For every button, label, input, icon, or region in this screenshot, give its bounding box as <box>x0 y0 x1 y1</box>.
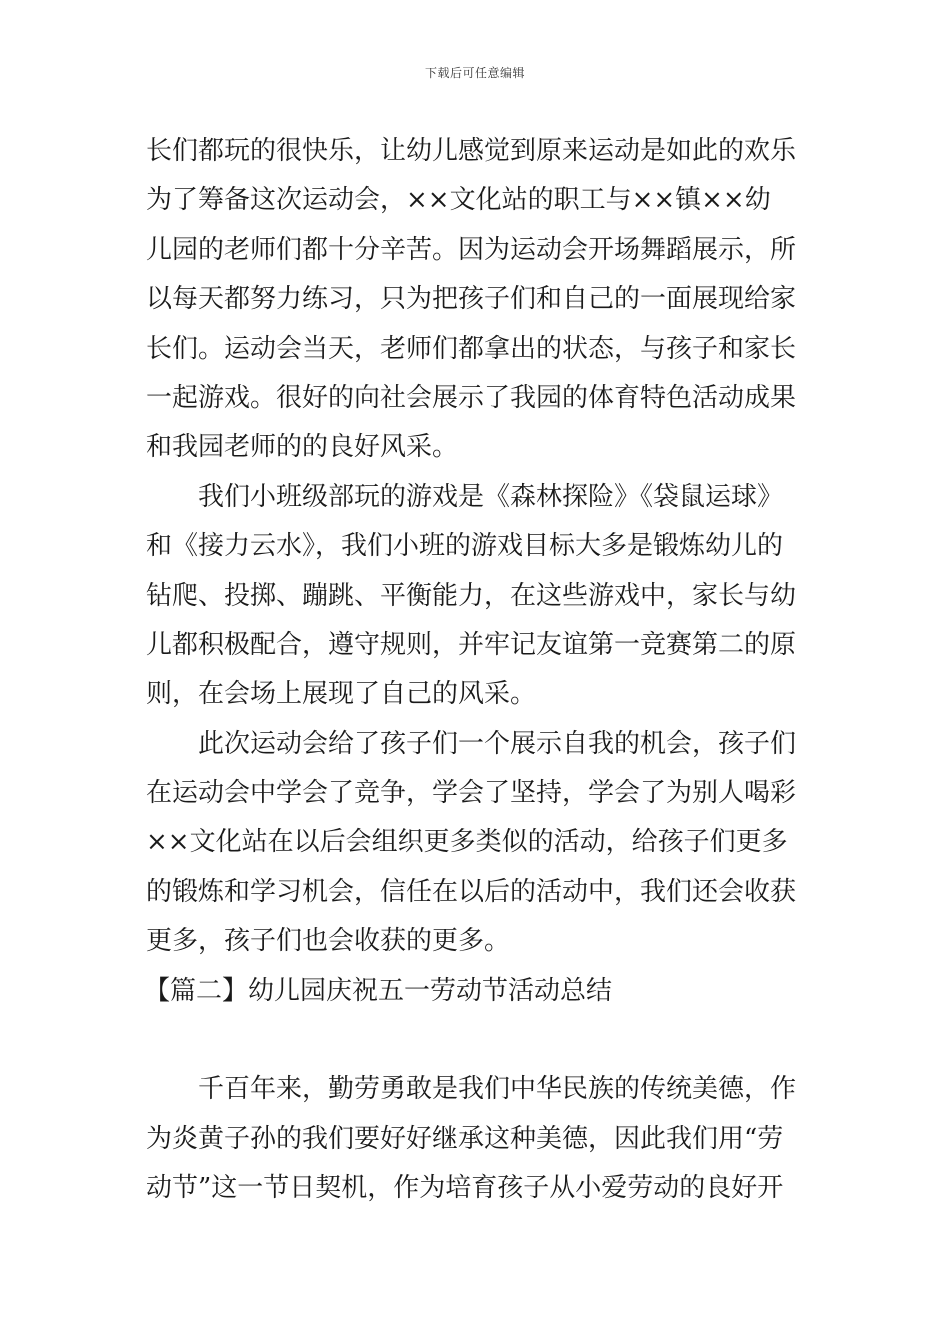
text-line: 和《接力云水》，我们小班的游戏目标大多是锻炼幼儿的 <box>146 531 784 562</box>
text-line: 我们小班级部玩的游戏是《森林探险》《袋鼠运球》 <box>198 481 784 512</box>
text-line: 儿园的老师们都十分辛苦。因为运动会开场舞蹈展示，所 <box>146 234 797 265</box>
text-line: 为了筹备这次运动会，××文化站的职工与××镇××幼 <box>146 185 771 216</box>
text-line: 则，在会场上展现了自己的风采。 <box>146 679 537 710</box>
blank-line <box>146 1016 806 1065</box>
paragraph-3 <box>146 720 806 967</box>
text-line: 一起游戏。很好的向社会展示了我园的体育特色活动成果 <box>146 382 797 413</box>
text-line: 此次运动会给了孩子们一个展示自我的机会，孩子们 <box>198 728 797 759</box>
section-heading: 【篇二】幼儿园庆祝五一劳动节活动总结 <box>144 975 613 1006</box>
text-line: 动节”这一节日契机，作为培育孩子从小爱劳动的良好开 <box>146 1173 784 1204</box>
paragraph-2 <box>146 473 806 720</box>
text-line: 在运动会中学会了竞争，学会了坚持，学会了为别人喝彩 <box>146 778 797 809</box>
text-line: 更多，孩子们也会收获的更多。 <box>146 926 511 957</box>
text-line: 钻爬、投掷、蹦跳、平衡能力，在这些游戏中，家长与幼 <box>146 580 797 611</box>
text-line: 千百年来，勤劳勇敢是我们中华民族的传统美德，作 <box>198 1074 797 1105</box>
text-line: 和我园老师的的良好风采。 <box>146 432 459 463</box>
paragraph-4 <box>146 1065 806 1213</box>
text-line: 为炎黄子孙的我们要好好继承这种美德，因此我们用“劳 <box>146 1123 784 1154</box>
text-line: ××文化站在以后会组织更多类似的活动，给孩子们更多 <box>146 827 788 858</box>
document-body <box>146 127 806 1214</box>
text-line: 儿都积极配合，遵守规则，并牢记友谊第一竞赛第二的原 <box>146 629 797 660</box>
paragraph-1 <box>146 127 806 473</box>
text-line: 长们。运动会当天，老师们都拿出的状态，与孩子和家长 <box>146 333 797 364</box>
text-line: 的锻炼和学习机会，信任在以后的活动中，我们还会收获 <box>146 876 797 907</box>
text-line: 长们都玩的很快乐，让幼儿感觉到原来运动是如此的欢乐 <box>146 136 797 166</box>
page-header-note: 下载后可任意编辑 <box>424 66 525 80</box>
text-line: 以每天都努力练习，只为把孩子们和自己的一面展现给家 <box>146 284 797 315</box>
